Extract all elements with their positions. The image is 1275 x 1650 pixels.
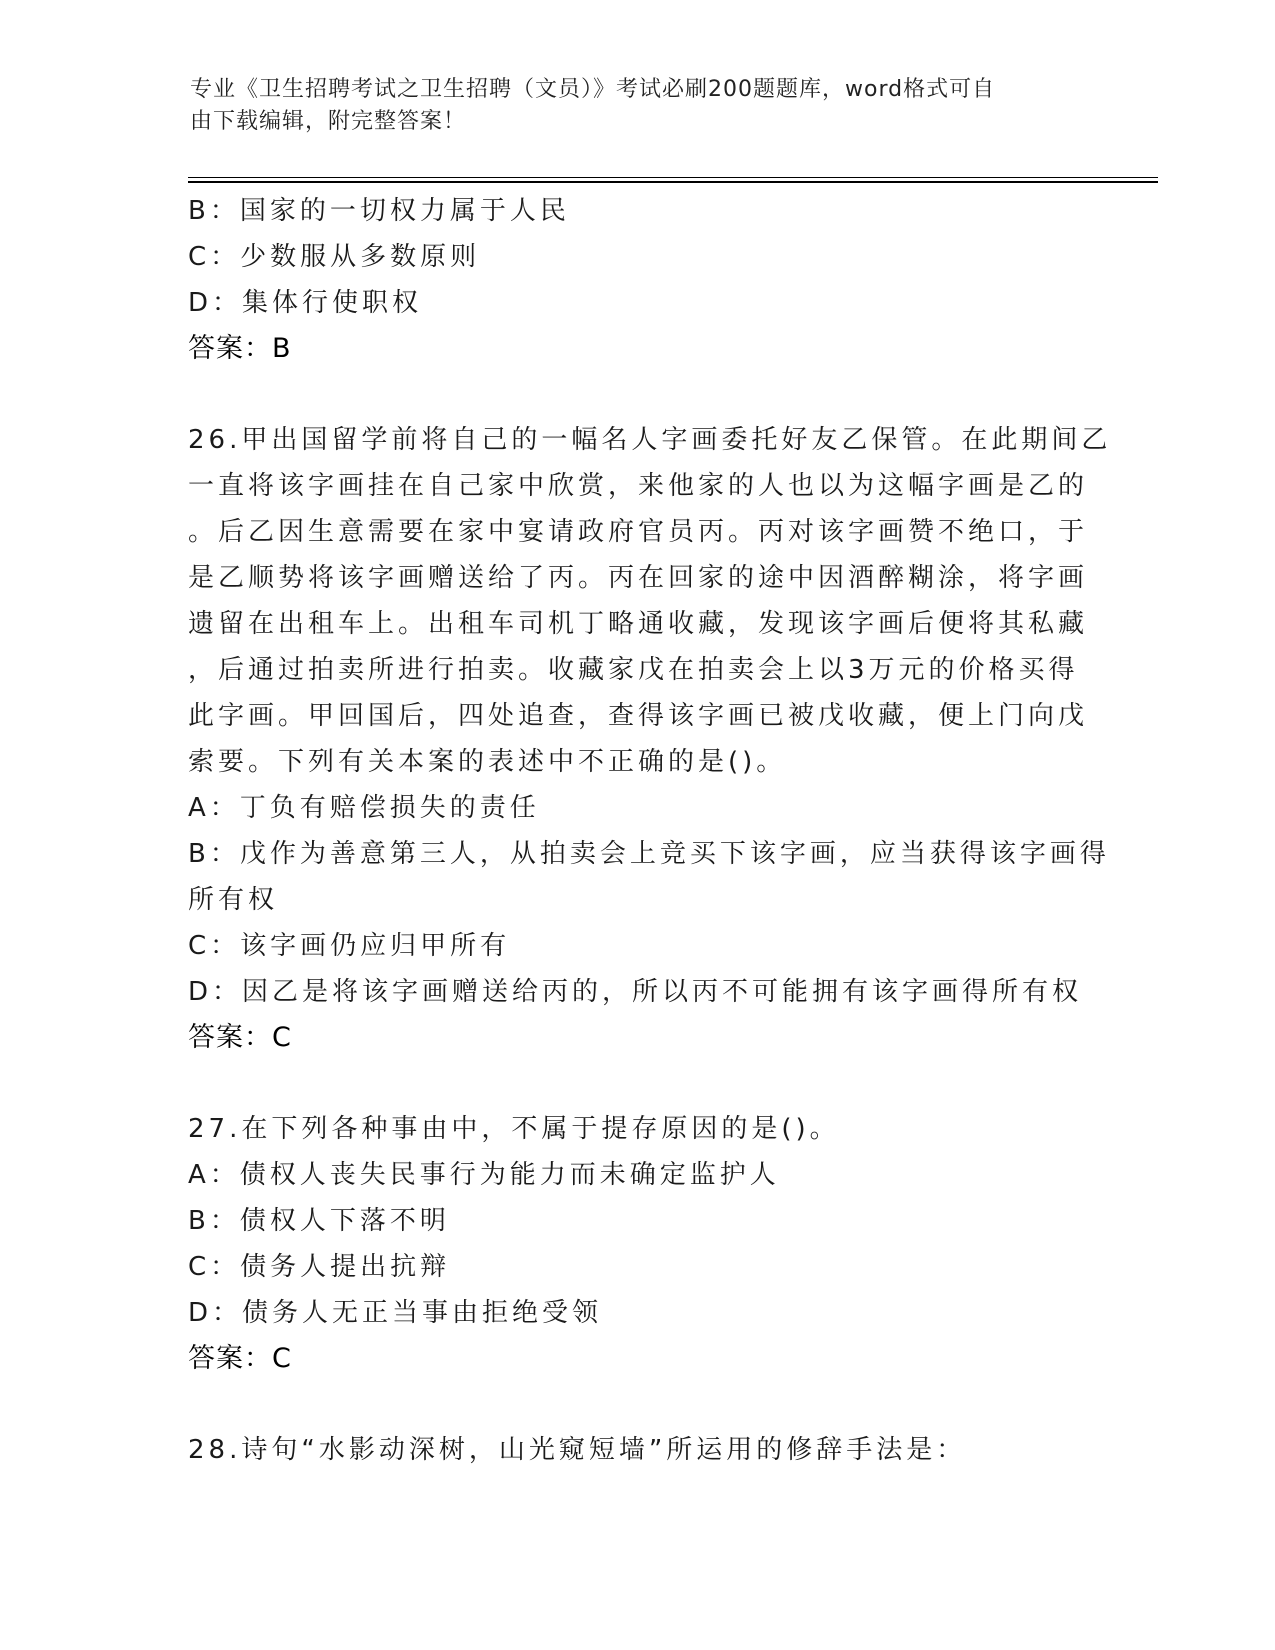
q26-stem-line: 索要。下列有关本案的表述中不正确的是()。 [188,747,787,777]
q25-option-d: D：集体行使职权 [188,288,423,318]
question-28 [188,1427,1088,1473]
document-body [188,188,1112,1473]
q26-option-a: A：丁负有赔偿损失的责任 [188,793,540,823]
q27-option-d: D：债务人无正当事由拒绝受领 [188,1298,603,1328]
spacer [188,1382,1088,1427]
question-25 [188,188,1088,372]
q27-answer: 答案：C [188,1343,292,1374]
q25-answer: 答案：B [188,333,292,364]
q26-stem-line: 此字画。甲回国后，四处追查，查得该字画已被戊收藏，便上门向戊 [188,701,1089,731]
q26-option-d: D：因乙是将该字画赠送给丙的，所以丙不可能拥有该字画得所有权 [188,977,1083,1007]
q26-stem-line: 遗留在出租车上。出租车司机丁略通收藏，发现该字画后便将其私藏 [188,609,1089,639]
q26-stem-line: ，后通过拍卖所进行拍卖。收藏家戊在拍卖会上以3万元的价格买得 [188,655,1079,685]
q27-option-b: B：债权人下落不明 [188,1206,450,1236]
q26-stem-line: 。后乙因生意需要在家中宴请政府官员丙。丙对该字画赞不绝口，于 [188,517,1089,547]
header-line-1: 专业《卫生招聘考试之卫生招聘（文员）》考试必刷200题题库，word格式可自 [190,77,996,102]
question-26 [188,417,1112,1061]
q25-option-b: B：国家的一切权力属于人民 [188,196,570,226]
q26-option-b: B：戊作为善意第三人，从拍卖会上竞买下该字画，应当获得该字画得 [188,839,1110,869]
document-header [190,74,1090,138]
q27-option-a: A：债权人丧失民事行为能力而未确定监护人 [188,1160,780,1190]
question-27 [188,1106,1088,1382]
spacer [188,372,1088,417]
header-divider-thick [188,181,1158,183]
q26-option-b-continued: 所有权 [188,885,279,915]
spacer [188,1061,1088,1106]
q26-answer: 答案：C [188,1022,292,1053]
header-divider-thin [188,177,1158,178]
q27-option-c: C：债务人提出抗辩 [188,1252,451,1282]
q25-option-c: C：少数服从多数原则 [188,242,481,272]
q26-option-c: C：该字画仍应归甲所有 [188,931,511,961]
q26-stem-line: 26.甲出国留学前将自己的一幅名人字画委托好友乙保管。在此期间乙 [188,425,1112,455]
q28-stem: 28.诗句“水影动深树，山光窥短墙”所运用的修辞手法是： [188,1435,967,1465]
q26-stem-line: 一直将该字画挂在自己家中欣赏，来他家的人也以为这幅字画是乙的 [188,471,1089,501]
q26-stem-line: 是乙顺势将该字画赠送给了丙。丙在回家的途中因酒醉糊涂，将字画 [188,563,1089,593]
header-line-2: 由下载编辑，附完整答案！ [190,109,467,134]
q27-stem: 27.在下列各种事由中，不属于提存原因的是()。 [188,1114,840,1144]
